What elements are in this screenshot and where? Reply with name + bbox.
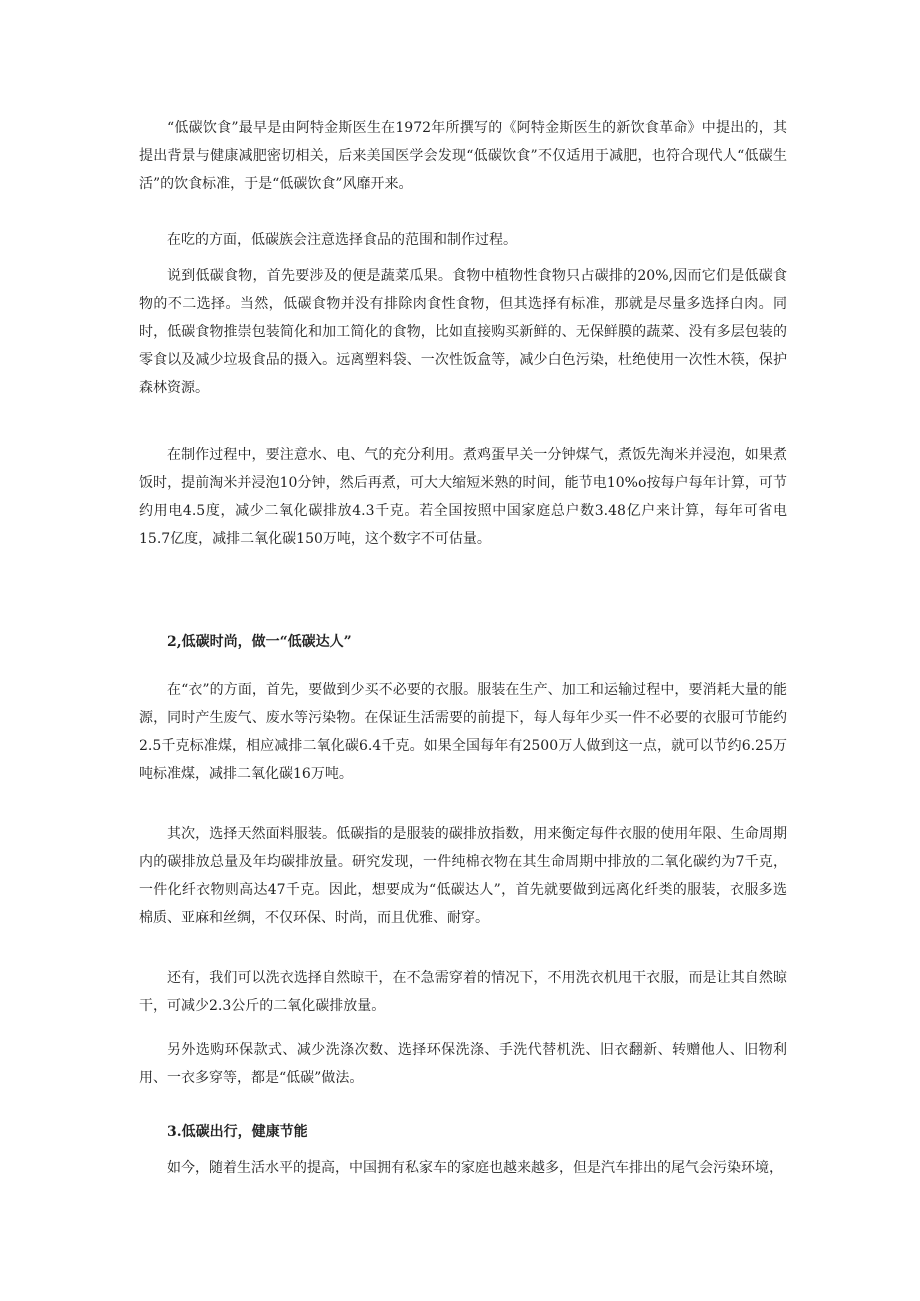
paragraph-air-dry: 还有，我们可以洗衣选择自然晾干，在不急需穿着的情况下，不用洗衣机甩干衣服，而是让其自然晾干，可减少2.3公斤的二氧化碳排放量。 — [139, 970, 787, 1014]
paragraph-eating-aspect: 在吃的方面，低碳族会注意选择食品的范围和制作过程。 — [167, 232, 517, 248]
section-heading-low-carb-fashion: 2,低碳时尚，做一“低碳达人” — [167, 634, 352, 650]
section-heading-low-carb-travel: 3.低碳出行，健康节能 — [167, 1124, 308, 1140]
paragraph-low-carb-diet-origin: “低碳饮食”最早是由阿特金斯医生在1972年所撰写的《阿特金斯医生的新饮食革命》中提出的，其提出背景与健康减肥密切相关，后来美国医学会发现“低碳饮食”不仅适用于减肥，也符合现代人“低碳生活”的饮食标准，于是“低碳饮食”风靡开来。 — [139, 120, 787, 192]
paragraph-cooking-process: 在制作过程中，要注意水、电、气的充分利用。煮鸡蛋早关一分钟煤气，煮饭先淘米并浸泡，如果煮饭时，提前淘米并浸泡10分钟，然后再煮，可大大缩短米熟的时间，能节电10%o按每户每年计算，可节约用电4.5度，减少二氧化碳排放4.3千克。若全国按照中国家庭总户数3.48亿户来计算，每年可省电15.7亿度，减排二氧化碳150万吨，这个数字不可估量。 — [139, 447, 787, 547]
paragraph-other-practices: 另外选购环保款式、减少洗涤次数、选择环保洗涤、手洗代替机洗、旧衣翻新、转赠他人、旧物利用、一衣多穿等，都是“低碳”做法。 — [139, 1042, 787, 1086]
paragraph-private-cars: 如今，随着生活水平的提高，中国拥有私家车的家庭也越来越多，但是汽车排出的尾气会污染环境， — [167, 1160, 783, 1176]
paragraph-low-carb-food: 说到低碳食物，首先要涉及的便是蔬菜瓜果。食物中植物性食物只占碳排的20%,因而它们是低碳食物的不二选择。当然，低碳食物并没有排除肉食性食物，但其选择有标准，那就是尽量多选择白肉。同时，低碳食物推崇包装简化和加工简化的食物，比如直接购买新鲜的、无保鲜膜的蔬菜、没有多层包装的零食以及减少垃圾食品的摄入。远离塑料袋、一次性饭盒等，减少白色污染，杜绝使用一次性木筷，保护森林资源。 — [139, 268, 787, 396]
paragraph-natural-fabrics: 其次，选择天然面料服装。低碳指的是服装的碳排放指数，用来衡定每件衣服的使用年限、生命周期内的碳排放总量及年均碳排放量。研究发现，一件纯棉衣物在其生命周期中排放的二氧化碳约为7千克，一件化纤衣物则高达47千克。因此，想要成为“低碳达人”，首先就要做到远离化纤类的服装，衣服多选棉质、亚麻和丝绸，不仅环保、时尚，而且优雅、耐穿。 — [139, 826, 787, 926]
paragraph-clothing-buy-less: 在“衣”的方面，首先，要做到少买不必要的衣服。服装在生产、加工和运输过程中，要消耗大量的能源，同时产生废气、废水等污染物。在保证生活需要的前提下，每人每年少买一件不必要的衣服可节能约2.5千克标准煤，相应减排二氧化碳6.4千克。如果全国每年有2500万人做到这一点，就可以节约6.25万吨标准煤，减排二氧化碳16万吨。 — [139, 682, 787, 782]
